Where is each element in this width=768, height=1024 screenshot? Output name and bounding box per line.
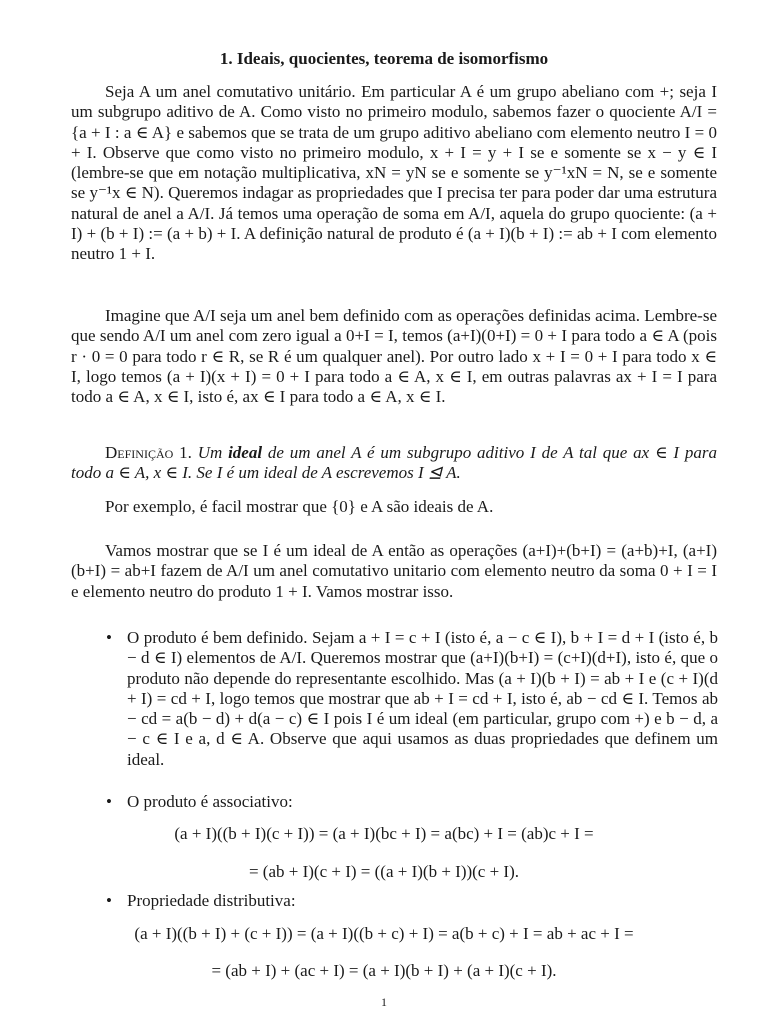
equation-associative-line1: (a + I)((b + I)(c + I)) = (a + I)(bc + I) = a(bc) + I = (ab)c + I = [174, 824, 594, 843]
bullet-marker: • [106, 628, 112, 647]
list-item-well-defined [106, 628, 718, 770]
definition-label: Definição 1. [105, 443, 192, 462]
paragraph-claim: Vamos mostrar que se I é um ideal de A então as operações (a+I)+(b+I) = (a+b)+I, (a+I)(b+I) = ab+I fazem de A/I um anel comutativo unitario com elemento neutro da soma 0 + I = I e elemento neutro do produto 1 + I. Vamos mostrar isso. [71, 541, 717, 601]
list-item-text: O produto é associativo: [127, 792, 293, 811]
equation-associative-line2: = (ab + I)(c + I) = ((a + I)(b + I))(c + I). [248, 862, 520, 881]
equation-distributive-line1: (a + I)((b + I) + (c + I)) = (a + I)((b + c) + I) = a(b + c) + I = ab + ac + I = [134, 924, 634, 943]
list-item-associative [106, 792, 718, 812]
definition-text-before: Um [197, 443, 223, 462]
bullet-marker: • [106, 792, 112, 811]
paragraph-intro: Seja A um anel comutativo unitário. Em particular A é um grupo abeliano com +; seja I um subgrupo aditivo de A. Como visto no primeiro modulo, sabemos fazer o quociente A/I = {a + I : a ∈ A} e sabemos que se trata de um grupo aditivo abeliano com elemento neutro I = 0 + I. Observe que como visto no primeiro modulo, x + I = y + I se e somente se x − y ∈ I (lembre-se que em notação multiplicativa, xN = yN se e somente se y⁻¹xN = N, se e somente se y⁻¹x ∈ N). Queremos indagar as propriedades que I precisa ter para poder dar uma estrutura natural de anel a A/I. Já temos uma operação de soma em A/I, aquela do grupo quociente: (a + I) + (b + I) := (a + b) + I. A definição natural de produto é (a + I)(b + I) := ab + I com elemento neutro 1 + I. [71, 82, 717, 264]
paragraph-motivation: Imagine que A/I seja um anel bem definido com as operações definidas acima. Lembre-se que sendo A/I um anel com zero igual a 0+I = I, temos (a+I)(0+I) = 0 + I para todo a ∈ A (pois r · 0 = 0 para todo r ∈ R, se R é um qualquer anel). Por outro lado x + I = 0 + I para todo x ∈ I, logo temos (a + I)(x + I) = 0 + I para todo a ∈ A, x ∈ I, em outras palavras ax + I = I para todo a ∈ A, x ∈ I, isto é, ax ∈ I para todo a ∈ A, x ∈ I. [71, 306, 717, 407]
paragraph-example: Por exemplo, é facil mostrar que {0} e A são ideais de A. [105, 497, 494, 516]
list-item-text: Propriedade distributiva: [127, 891, 296, 910]
list-item-text: O produto é bem definido. Sejam a + I = c + I (isto é, a − c ∈ I), b + I = d + I (isto é, b − d ∈ I) elementos de A/I. Queremos mostrar que (a+I)(b+I) = (c+I)(d+I), isto é, que o produto não depende do representante escolhido. Mas (a + I)(b + I) = ab + I e (c + I)(d + I) = cd + I, logo temos que mostrar que ab + I = cd + I, isto é, ab − cd ∈ I. Temos ab − cd = a(b − d) + d(a − c) ∈ I pois I é um ideal (em particular, grupo com +) e b − d, a − c ∈ I e a, d ∈ A. Observe que aqui usamos as duas propriedades que definem um ideal. [127, 628, 718, 769]
bullet-marker: • [106, 891, 112, 910]
equation-distributive-line2: = (ab + I) + (ac + I) = (a + I)(b + I) + (a + I)(c + I). [211, 961, 557, 980]
section-title: 1. Ideais, quocientes, teorema de isomorfismo [219, 49, 549, 68]
list-item-distributive [106, 891, 718, 911]
definition-term: ideal [228, 443, 263, 462]
definition-block [71, 443, 717, 484]
definition-text-after: de um anel A é um subgrupo aditivo I de A tal que ax ∈ I para todo a ∈ A, x ∈ I. Se I é um ideal de A escrevemos I ⊴ A. [71, 443, 718, 483]
page-number: 1 [381, 995, 387, 1009]
